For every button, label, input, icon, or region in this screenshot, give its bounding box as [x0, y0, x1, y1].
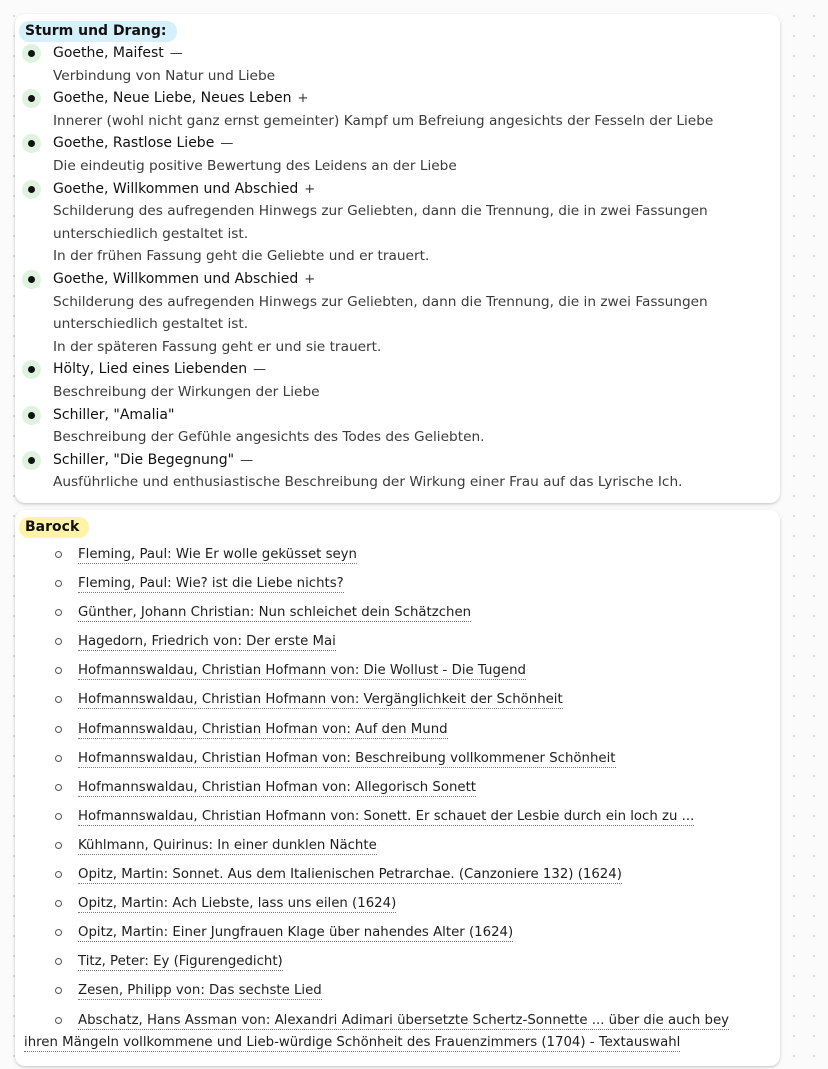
barock-list-item[interactable]: [15, 1009, 780, 1033]
sturm-entry: [15, 404, 780, 449]
barock-item-link[interactable]: Opitz, Martin: Einer Jungfrauen Klage über nahendes Alter (1624): [78, 925, 514, 941]
barock-list-item[interactable]: [15, 718, 780, 747]
bullet-dot-icon: [22, 270, 41, 289]
barock-list-item[interactable]: [15, 601, 780, 630]
entry-description-line: Die eindeutig positive Bewertung des Leidens an der Liebe: [53, 157, 457, 174]
circle-bullet-icon: [55, 1017, 62, 1024]
entry-description-line: Ausführliche und enthusiastische Beschreibung der Wirkung einer Frau auf das Lyrische Ich.: [53, 474, 683, 491]
entry-description-line: unterschiedlich gestaltet ist.: [53, 225, 249, 242]
handwritten-mark: —: [240, 452, 254, 468]
barock-list-item[interactable]: [15, 776, 780, 805]
entry-description-line: Innerer (wohl nicht ganz ernst gemeinter) Kampf um Befreiung angesichts der Fesseln der Liebe: [53, 112, 714, 129]
barock-item-link[interactable]: Abschatz, Hans Assman von: Alexandri Adimari übersetzte Schertz-Sonnette ... über die auch bey: [78, 1012, 729, 1028]
barock-item-link[interactable]: Hofmannswaldau, Christian Hofmann von: Sonett. Er schauet der Lesbie durch ein loch zu ...: [78, 808, 695, 824]
barock-item-link-continuation[interactable]: ihren Mängeln vollkommene und Lieb-würdige Schönheit des Frauenzimmers (1704) - Textauswahl: [24, 1034, 681, 1050]
circle-bullet-icon: [55, 580, 62, 587]
barock-list-item[interactable]: [15, 543, 780, 572]
sturm-und-drang-card: [15, 14, 780, 503]
barock-list-item[interactable]: [15, 979, 780, 1008]
barock-heading: Barock: [19, 517, 89, 538]
entry-title-text: Goethe, Willkommen und Abschied: [53, 270, 299, 287]
sturm-entry: [15, 178, 780, 268]
barock-list-item[interactable]: [15, 659, 780, 688]
circle-bullet-icon: [55, 900, 62, 907]
entry-title-text: Schiller, "Die Begegnung": [53, 451, 235, 468]
sturm-heading: Sturm und Drang:: [19, 21, 177, 42]
handwritten-mark: —: [220, 136, 234, 152]
barock-list-item[interactable]: [15, 805, 780, 834]
barock-item-link[interactable]: Fleming, Paul: Wie? ist die Liebe nichts?: [78, 576, 344, 592]
circle-bullet-icon: [55, 813, 62, 820]
entry-title-text: Schiller, "Amalia": [53, 406, 175, 423]
barock-item-link[interactable]: Fleming, Paul: Wie Er wolle geküsset seyn: [78, 547, 357, 562]
circle-bullet-icon: [55, 638, 62, 645]
barock-item-continuation[interactable]: [15, 1033, 780, 1057]
sturm-entry-list: [15, 42, 780, 494]
entry-title: [15, 449, 780, 472]
circle-bullet-icon: [55, 842, 62, 849]
barock-item-link[interactable]: Hofmannswaldau, Christian Hofman von: Beschreibung vollkommener Schönheit: [78, 750, 616, 766]
barock-list-item[interactable]: [15, 572, 780, 601]
entry-title-text: Goethe, Maifest: [53, 45, 164, 61]
handwritten-mark: +: [304, 181, 316, 197]
circle-bullet-icon: [55, 551, 62, 558]
barock-list-item[interactable]: [15, 747, 780, 776]
barock-item-link[interactable]: Opitz, Martin: Ach Liebste, lass uns eilen (1624): [78, 896, 397, 912]
barock-list-item[interactable]: [15, 892, 780, 921]
barock-list-item[interactable]: [15, 950, 780, 979]
circle-bullet-icon: [55, 726, 62, 733]
entry-title: [15, 42, 780, 65]
circle-bullet-icon: [55, 784, 62, 791]
sturm-entry: [15, 42, 780, 87]
circle-bullet-icon: [55, 958, 62, 965]
circle-bullet-icon: [55, 696, 62, 703]
sturm-entry: [15, 358, 780, 403]
entry-title-text: Goethe, Rastlose Liebe: [53, 135, 215, 152]
handwritten-mark: +: [297, 91, 309, 107]
entry-title: [15, 358, 780, 381]
circle-bullet-icon: [55, 667, 62, 674]
circle-bullet-icon: [55, 929, 62, 936]
circle-bullet-icon: [55, 871, 62, 878]
barock-item-link[interactable]: Günther, Johann Christian: Nun schleichet dein Schätzchen: [78, 605, 472, 621]
barock-item-link[interactable]: Zesen, Philipp von: Das sechste Lied: [78, 983, 322, 999]
barock-list-item[interactable]: [15, 834, 780, 863]
barock-item-link[interactable]: Hagedorn, Friedrich von: Der erste Mai: [78, 634, 336, 650]
barock-item-link[interactable]: Hofmannswaldau, Christian Hofmann von: Vergänglichkeit der Schönheit: [78, 692, 563, 708]
sturm-entry: [15, 449, 780, 494]
entry-title-text: Goethe, Neue Liebe, Neues Leben: [53, 90, 292, 107]
barock-list-item[interactable]: [15, 688, 780, 717]
barock-card: [15, 510, 780, 1066]
entry-title: [15, 404, 780, 427]
circle-bullet-icon: [55, 755, 62, 762]
sturm-entry: [15, 268, 780, 358]
barock-item-link[interactable]: Opitz, Martin: Sonnet. Aus dem Italienischen Petrarchae. (Canzoniere 132) (1624): [78, 867, 622, 883]
entry-title: [15, 268, 780, 291]
bullet-dot-icon: [22, 406, 41, 425]
entry-description-line: In der frühen Fassung geht die Geliebte und er trauert.: [53, 248, 430, 265]
barock-link-list: [15, 543, 780, 1057]
bullet-dot-icon: [22, 44, 41, 63]
entry-description-line: In der späteren Fassung geht er und sie trauert.: [53, 338, 382, 355]
barock-list-item[interactable]: [15, 921, 780, 950]
entry-title: [15, 132, 780, 155]
barock-item-link[interactable]: Hofmannswaldau, Christian Hofman von: Auf den Mund: [78, 721, 448, 737]
barock-item-link[interactable]: Kühlmann, Quirinus: In einer dunklen Nächte: [78, 837, 377, 853]
entry-description-line: Verbindung von Natur und Liebe: [53, 67, 276, 84]
handwritten-mark: —: [169, 46, 183, 61]
barock-list-item[interactable]: [15, 863, 780, 892]
handwritten-mark: +: [304, 271, 316, 287]
sturm-entry: [15, 87, 780, 132]
entry-title: [15, 178, 780, 201]
entry-description-line: unterschiedlich gestaltet ist.: [53, 316, 249, 333]
entry-description-line: Beschreibung der Wirkungen der Liebe: [53, 383, 320, 400]
entry-title-text: Goethe, Willkommen und Abschied: [53, 180, 299, 197]
sturm-entry: [15, 132, 780, 177]
barock-item-link[interactable]: Hofmannswaldau, Christian Hofmann von: Die Wollust - Die Tugend: [78, 663, 526, 679]
entry-title: [15, 87, 780, 110]
barock-item-link[interactable]: Hofmannswaldau, Christian Hofman von: Allegorisch Sonett: [78, 779, 477, 795]
barock-item-link[interactable]: Titz, Peter: Ey (Figurengedicht): [78, 954, 283, 970]
barock-list-item[interactable]: [15, 630, 780, 659]
handwritten-mark: —: [253, 362, 267, 378]
entry-title-text: Hölty, Lied eines Liebenden: [53, 361, 248, 378]
entry-description-line: Beschreibung der Gefühle angesichts des Todes des Geliebten.: [53, 429, 485, 446]
bullet-dot-icon: [22, 451, 41, 470]
bullet-dot-icon: [22, 180, 41, 199]
circle-bullet-icon: [55, 987, 62, 994]
entry-description-line: Schilderung des aufregenden Hinwegs zur Geliebten, dann die Trennung, die in zwei Fassungen: [53, 293, 708, 310]
entry-description-line: Schilderung des aufregenden Hinwegs zur Geliebten, dann die Trennung, die in zwei Fassungen: [53, 203, 708, 220]
circle-bullet-icon: [55, 609, 62, 616]
